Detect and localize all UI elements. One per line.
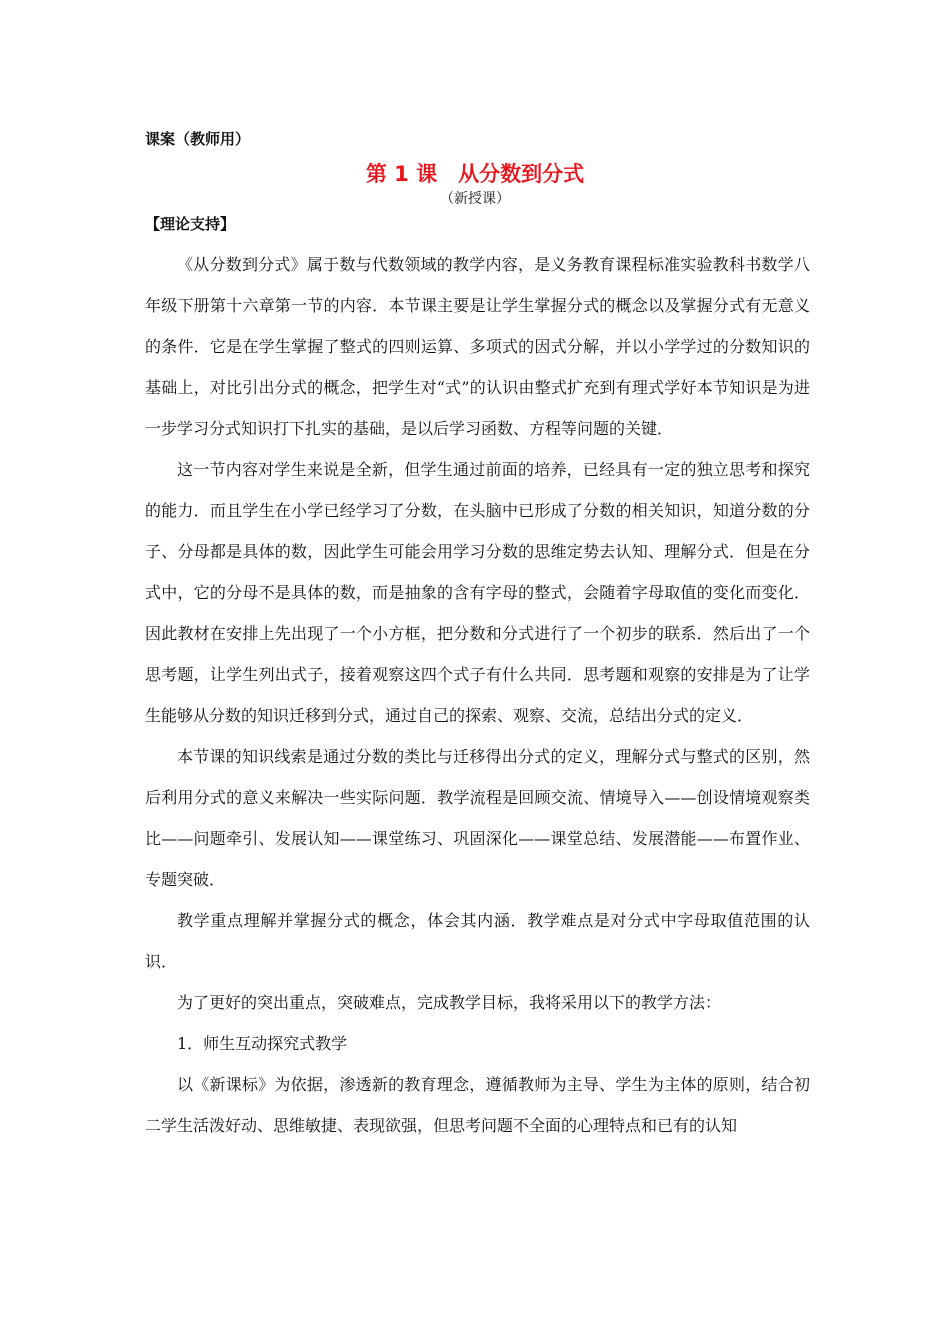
paragraph: 本节课的知识线索是通过分数的类比与迁移得出分式的定义，理解分式与整式的区别，然后利用分式的意义来解决一些实际问题．教学流程是回顾交流、情境导入——创设情境观察类比——问题牵引、发展认知——课堂练习、巩固深化——课堂总结、发展潜能——布置作业、专题突破． bbox=[145, 747, 810, 889]
paragraph: 这一节内容对学生来说是全新，但学生通过前面的培养，已经具有一定的独立思考和探究的能力．而且学生在小学已经学习了分数，在头脑中已形成了分数的相关知识，知道分数的分子、分母都是具体的数，因此学生可能会用学习分数的思维定势去认知、理解分式．但是在分式中，它的分母不是具体的数，而是抽象的含有字母的整式，会随着字母取值的变化而变化．因此教材在安排上先出现了一个小方框，把分数和分式进行了一个初步的联系．然后出了一个思考题，让学生列出式子，接着观察这四个式子有什么共同．思考题和观察的安排是为了让学生能够从分数的知识迁移到分式，通过自己的探索、观察、交流，总结出分式的定义． bbox=[145, 460, 810, 725]
document-body bbox=[145, 244, 810, 1146]
paragraph: 教学重点理解并掌握分式的概念，体会其内涵．教学难点是对分式中字母取值范围的认识． bbox=[145, 911, 810, 971]
numbered-heading: 1．师生互动探究式教学 bbox=[177, 1034, 348, 1053]
lesson-subtitle: （新授课） bbox=[440, 191, 510, 207]
paragraph: 《从分数到分式》属于数与代数领域的教学内容，是义务教育课程标准实验教科书数学八年级下册第十六章第一节的内容．本节课主要是让学生掌握分式的概念以及掌握分式有无意义的条件．它是在学生掌握了整式的四则运算、多项式的因式分解，并以小学学过的分数知识的基础上，对比引出分式的概念，把学生对“式”的认识由整式扩充到有理式学好本节知识是为进一步学习分式知识打下扎实的基础，是以后学习函数、方程等问题的关键． bbox=[145, 255, 810, 438]
lesson-title: 第 1 课 从分数到分式 bbox=[365, 162, 585, 186]
paragraph: 为了更好的突出重点，突破难点，完成教学目标，我将采用以下的教学方法： bbox=[177, 993, 722, 1012]
paragraph: 以《新课标》为依据，渗透新的教育理念，遵循教师为主导、学生为主体的原则，结合初二学生活泼好动、思维敏捷、表现欲强，但思考问题不全面的心理特点和已有的认知 bbox=[145, 1075, 810, 1135]
document-label: 课案（教师用） bbox=[145, 130, 251, 148]
section-heading: 【理论支持】 bbox=[145, 215, 236, 233]
